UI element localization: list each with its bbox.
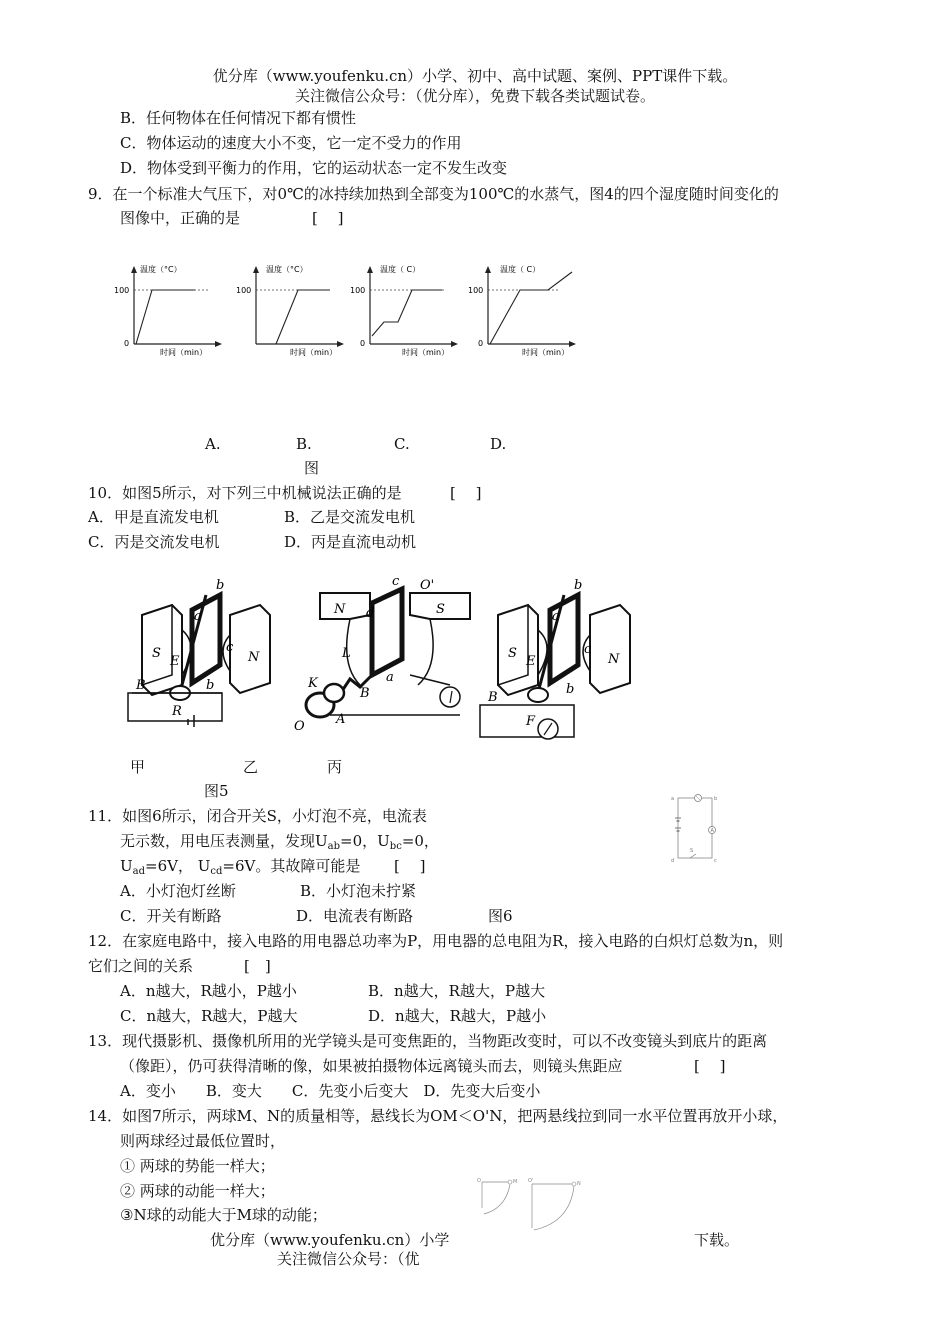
- graph-d-ylabel: 温度（ C）: [500, 265, 541, 274]
- graph-c-ylabel: 温度（ C）: [380, 265, 421, 274]
- graph-c-xlabel: 时间（min）: [402, 348, 450, 357]
- graph-a-y100: 100: [114, 286, 130, 295]
- q9-stem-line1: 9．在一个标准大气压下，对0℃的冰持续加热到全部变为100℃的水蒸气，图4的四个湿度随时间变化的: [88, 185, 779, 203]
- q9-stem-line2: 图像中，正确的是: [120, 209, 241, 227]
- q14-statement-2: ② 两球的动能一样大；: [120, 1182, 275, 1200]
- q9-graph-c: [344, 262, 464, 357]
- q9-graph-b: [232, 262, 352, 357]
- m3-letter-c: c: [584, 642, 592, 657]
- header-line2: 关注微信公众号：（优分库），免费下载各类试题试卷。: [294, 87, 655, 105]
- graph-c-y100: 100: [350, 286, 366, 295]
- q9-label-c: C.: [394, 435, 410, 453]
- footer-line2: 关注微信公众号：（优: [277, 1250, 420, 1268]
- q10-option-b: B．乙是交流发电机: [284, 508, 416, 526]
- q13-options: A．变小 B．变大 C．先变小后变大 D．先变大后变小: [120, 1082, 541, 1100]
- graph-a-ylabel: 温度（°C）: [140, 265, 182, 274]
- q12-option-a: A．n越大，R越小，P越小: [120, 982, 297, 1000]
- q12-option-b: B．n越大，R越大，P越大: [368, 982, 546, 1000]
- m3-letter-s: S: [508, 646, 517, 661]
- q8-option-b: B．任何物体在任何情况下都有惯性: [120, 109, 357, 127]
- m1-letter-b-top: b: [216, 578, 225, 593]
- q12-option-d: D．n越大，R越大，P越小: [368, 1007, 547, 1025]
- q14-stem-line2: 则两球经过最低位置时，: [120, 1132, 286, 1150]
- q14-stem-line1: 14．如图7所示，两球M、N的质量相等，悬线长为OM＜O'N，把两悬线拉到同一水平位置再放开小球，: [88, 1107, 788, 1125]
- q10-caption-jia: 甲: [130, 758, 146, 776]
- q11-answer-bracket: [ ]: [394, 857, 426, 875]
- circuit-label-a: a: [671, 796, 675, 802]
- m2-letter-c: c: [392, 575, 400, 589]
- q10-machine-yi: [290, 575, 480, 750]
- m2-letter-s: S: [436, 602, 445, 617]
- m3-letter-b-top: b: [574, 578, 583, 593]
- m2-letter-k: K: [308, 676, 318, 691]
- m2-letter-o: O: [294, 719, 305, 734]
- circuit-label-b: b: [714, 796, 718, 802]
- q13-answer-bracket: [ ]: [694, 1057, 726, 1075]
- m1-letter-r: R: [172, 704, 182, 719]
- circuit-label-s: S: [690, 848, 694, 854]
- q11-figure-caption: 图6: [488, 907, 513, 925]
- header-line1: 优分库（www.youfenku.cn）小学、初中、高中试题、案例、PPT课件下载。: [212, 67, 738, 85]
- q11-stem-line1: 11．如图6所示，闭合开关S，小灯泡不亮，电流表: [88, 807, 427, 825]
- q10-caption-yi: 乙: [243, 758, 259, 776]
- m1-letter-s: S: [152, 646, 161, 661]
- q14-statement-1: ① 两球的势能一样大；: [120, 1157, 275, 1175]
- q13-stem-line1: 13．现代摄影机、摄像机所用的光学镜头是可变焦距的，当物距改变时，可以不改变镜头到底片的距离: [88, 1032, 768, 1050]
- pendulum-label-o: O: [477, 1178, 481, 1184]
- q10-option-d: D．丙是直流电动机: [284, 533, 417, 551]
- m2-letter-l: L: [342, 646, 351, 661]
- m3-letter-e: E: [526, 654, 536, 669]
- q13-stem-line2: （像距），仍可获得清晰的像，如果被拍摄物体远离镜头而去，则镜头焦距应: [120, 1057, 623, 1075]
- q9-label-a: A.: [205, 435, 221, 453]
- q10-option-c: C．丙是交流发电机: [88, 533, 220, 551]
- graph-b-ylabel: 温度（°C）: [266, 265, 308, 274]
- m1-letter-b-low: b: [206, 678, 215, 693]
- graph-c-y0: 0: [360, 339, 366, 348]
- q11-stem-line3: $U_{ad}=6V$， $U_{cd}=6V$。其故障可能是: [120, 857, 361, 877]
- q9-figure-caption: 图: [304, 459, 320, 477]
- q9-label-d: D.: [490, 435, 507, 453]
- q11-option-a: A．小灯泡灯丝断: [120, 882, 236, 900]
- pendulum-label-m: M: [513, 1179, 518, 1185]
- m3-letter-b-low: b: [566, 682, 575, 697]
- m3-letter-b-brush: B: [488, 690, 498, 705]
- q10-figure-caption: 图5: [204, 782, 229, 800]
- q14-pendulum-figure: [472, 1174, 592, 1238]
- q11-option-c: C．开关有断路: [120, 907, 222, 925]
- pendulum-label-n: N: [577, 1181, 581, 1187]
- circuit-label-ammeter: A: [710, 828, 714, 834]
- q12-stem-line2: 它们之间的关系: [88, 957, 194, 975]
- graph-d-y100: 100: [468, 286, 484, 295]
- q12-option-c: C．n越大，R越大，P越大: [120, 1007, 298, 1025]
- q9-graph-a: [110, 262, 230, 357]
- q10-machine-jia: [122, 575, 282, 750]
- q11-stem-line2: 无示数，用电压表测量，发现$U_{ab}=0$，$U_{bc}=0$，: [120, 832, 439, 852]
- m2-letter-a-upper: A: [336, 712, 346, 727]
- q9-label-b: B.: [296, 435, 312, 453]
- graph-a-y0: 0: [124, 339, 130, 348]
- m1-letter-b-brush: B: [136, 678, 146, 693]
- graph-d-y0: 0: [478, 339, 484, 348]
- q12-stem-line1: 12．在家庭电路中，接入电路的用电器总功率为P，用电器的总电阻为R，接入电路的白炽灯总数为n，则: [88, 932, 784, 950]
- pendulum-label-o-prime: O': [528, 1178, 534, 1184]
- q10-option-a: A．甲是直流发电机: [88, 508, 219, 526]
- m2-letter-d: d: [366, 606, 375, 621]
- footer-line1-left: 优分库（www.youfenku.cn）小学: [210, 1231, 450, 1249]
- m2-letter-a: a: [386, 670, 394, 685]
- q12-answer-bracket: [ ]: [244, 957, 271, 975]
- m1-letter-c: c: [226, 640, 234, 655]
- m3-letter-n: N: [608, 652, 620, 667]
- graph-b-y100: 100: [236, 286, 252, 295]
- m2-letter-b: B: [360, 686, 370, 701]
- circuit-label-c: c: [714, 858, 717, 864]
- graph-b-xlabel: 时间（min）: [290, 348, 338, 357]
- q10-answer-bracket: [ ]: [450, 484, 482, 502]
- q10-stem: 10．如图5所示，对下列三中机械说法正确的是: [88, 484, 402, 502]
- q9-graph-d: [460, 262, 585, 357]
- q10-caption-bing: 丙: [327, 758, 343, 776]
- m1-letter-e: E: [170, 654, 180, 669]
- q11-option-d: D．电流表有断路: [296, 907, 414, 925]
- m1-letter-n: N: [248, 650, 260, 665]
- graph-a-xlabel: 时间（min）: [160, 348, 208, 357]
- m3-letter-a: a: [552, 609, 560, 624]
- circuit-label-d: d: [671, 858, 675, 864]
- q8-option-d: D．物体受到平衡力的作用，它的运动状态一定不发生改变: [120, 159, 508, 177]
- q8-option-c: C．物体运动的速度大小不变，它一定不受力的作用: [120, 134, 462, 152]
- footer-line1-right: 下载。: [694, 1231, 740, 1249]
- q14-statement-3: ③N球的动能大于M球的动能；: [120, 1206, 327, 1224]
- graph-d-xlabel: 时间（min）: [522, 348, 570, 357]
- m2-letter-o-prime: O': [420, 578, 435, 593]
- m1-letter-a: a: [194, 609, 202, 624]
- m3-letter-f: F: [526, 714, 536, 729]
- q9-answer-bracket: [ ]: [312, 209, 344, 227]
- m2-letter-n: N: [334, 602, 346, 617]
- q11-option-b: B．小灯泡未拧紧: [300, 882, 417, 900]
- q11-circuit-diagram: [668, 790, 720, 868]
- q10-machine-bing: [478, 575, 648, 755]
